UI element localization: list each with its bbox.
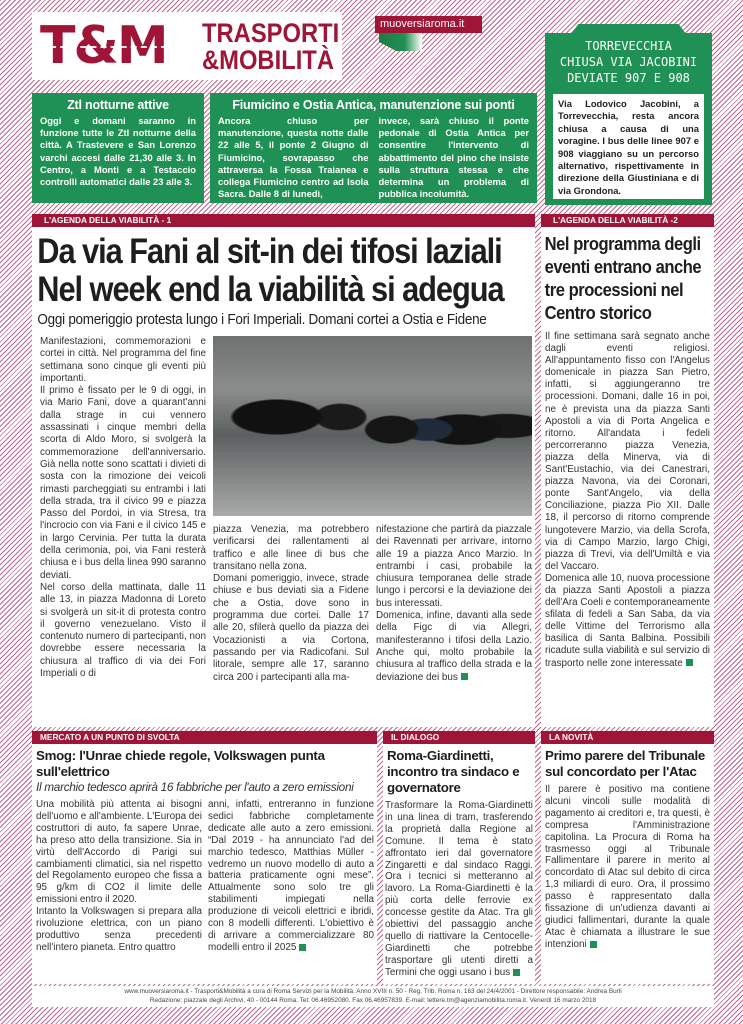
main-article-headline bbox=[32, 233, 534, 309]
main-article-right bbox=[213, 336, 532, 724]
article-atac bbox=[541, 731, 714, 984]
brief-fiumicino-columns bbox=[218, 115, 529, 200]
end-square-icon bbox=[513, 969, 520, 976]
paragraph: Intanto la Volkswagen si prepara alla rivoluzione elettrica, con un piano produttivo senza precedenti nell'intero pianeta. Entro quattro bbox=[36, 906, 202, 953]
brief-fiumicino-col2: invece, sarà chiuso il ponte pedonale di Ostia Antica per consentire l'intervento di abbattimento del pino che insiste sulla struttura stessa e che determina un problema di pubblica incolumità. bbox=[378, 115, 529, 200]
main-article-col3 bbox=[376, 524, 532, 724]
torrevecchia-title-line: CHIUSA VIA JACOBINI bbox=[559, 55, 698, 69]
side-article bbox=[541, 214, 714, 727]
paragraph bbox=[376, 610, 532, 684]
article-smog-headline: Smog: l'Unrae chiede regole, Volkswagen punta sull'elettrico bbox=[36, 748, 325, 779]
main-article bbox=[32, 214, 535, 727]
article-smog-col2 bbox=[208, 799, 374, 954]
torrevecchia-title-line: DEVIATE 907 E 908 bbox=[567, 71, 690, 85]
paragraph: Nel corso della mattinata, dalle 11 alle 13, in piazza Madonna di Loreto si svolgerà un sit-it di protesta contro il governo venezuelano. Visto il contenuto numero di partecipanti, non dovrebbe essere necessaria la chiusura al traffico di via dei Fori Imperiali o di bbox=[40, 581, 206, 680]
article-giardinetti-kicker: IL DIALOGO bbox=[383, 731, 535, 744]
paragraph bbox=[385, 800, 533, 979]
torrevecchia-body: Via Lodovico Jacobini, a Torrevecchia, resta ancora chiusa a causa di una voragine. I bus delle linee 907 e 908 viaggiano su un percorso alternativo, rispettivamente in direzione della Giustiniana e di via Grondona. bbox=[553, 94, 704, 199]
article-smog bbox=[32, 731, 377, 984]
paragraph: Domani pomeriggio, invece, strade chiuse e bus deviati sia a Fidene che a Ostia, dove sono in programma due cortei. Dalle 17 alle 20, sfilerà quello da piazza dei Vocazionisti a via Cortona, passando per via Radicofani. Sul litorale, sempre alle 17, saranno circa 200 i partecipanti alla ma- bbox=[213, 573, 369, 683]
end-square-icon bbox=[590, 941, 597, 948]
main-article-columns bbox=[40, 336, 532, 724]
brief-ztl bbox=[32, 93, 204, 203]
paragraph: Una mobilità più attenta ai bisogni dell'uomo e all'ambiente. L'Europa dei costruttori di auto, fa sapere Unrae, ha preso atto della transizione. Sia in virtù dell'Accordo di Parigi sui cambiamenti climatici, sia nel rispetto del Regolamento europeo che fissa a 95 g/km di CO2 il limite delle emissioni entro il 2020. bbox=[36, 799, 202, 906]
paragraph-text: Domenica, infine, davanti alla sede della Figc di via Allegri, manifesteranno i tifosi della Lazio. Anche qui, molto probabile la chiusura al traffico della strada e la deviazione dei bus bbox=[376, 610, 532, 683]
paragraph: Manifestazioni, commemorazioni e cortei in città. Nel programma del fine settimana sono cinque gli eventi più importanti. bbox=[40, 336, 206, 384]
torrevecchia-box bbox=[545, 24, 712, 205]
brief-fiumicino-col1: Ancora chiuso per manutenzione, questa notte dalle 22 alle 5, il ponte 2 Giugno di Fiumicino, sovrapasso che attraversa la Fossa Traianea e collega Fiumicino centro ad Isola Sacra. Dalle 8 di lunedì, bbox=[218, 115, 369, 200]
article-giardinetti-headline: Roma-Giardinetti, incontro tra sindaco e governatore bbox=[387, 748, 520, 795]
article-smog-col1 bbox=[36, 799, 202, 954]
footer-colophon bbox=[32, 986, 714, 1007]
torrevecchia-title bbox=[545, 38, 712, 86]
end-square-icon bbox=[461, 673, 468, 680]
brief-ztl-title: Ztl notturne attive bbox=[67, 98, 169, 112]
paragraph-text: anni, infatti, entreranno in funzione sedici fabbriche completamente dedicate alle auto a zero emissioni. “Dal 2019 - ha annunciato l'ad del marchio tedesco, Matthias Müller - vedremo un nuovo modello di auto a batteria praticamente ogni mese”. Attualmente sono solo tre gli stabilimenti impiegati nella produzione di veicoli elettrici e ibridi, con 8 modelli differenti. L'obiettivo è di arrivare a commercializzare 80 modelli entro il 2025 bbox=[208, 799, 374, 953]
article-smog-body bbox=[32, 799, 377, 984]
main-article-photo bbox=[213, 336, 532, 516]
article-smog-kicker: MERCATO A UN PUNTO DI SVOLTA bbox=[32, 731, 377, 744]
main-article-subtitle: Oggi pomeriggio protesta lungo i Fori Imperiali. Domani cortei a Ostia e Fidene bbox=[37, 311, 487, 328]
brief-ztl-body: Oggi e domani saranno in funzione tutte le Ztl notturne della città. A Trastevere e San Lorenzo varchi accesi dalle 21,30 alle 3. In Centro, a Monti e a Testaccio controlli automatici dalle 23 alle 3. bbox=[40, 115, 196, 188]
main-article-lower-columns bbox=[213, 524, 532, 724]
paragraph bbox=[545, 784, 710, 951]
brief-fiumicino-title: Fiumicino e Ostia Antica, manutenzione sui ponti bbox=[232, 98, 515, 112]
paragraph-text: Domenica alle 10, nuova processione da piazza Santi Apostoli a piazza dell'Ara Coeli e contemporaneamente sfilata di fedeli a San Saba, da via delle Vittime del Terrorismo alla basilica di Santa Balbina. Possibili ricadute sulla viabilità e sul servizio di trasporto nelle zone interessate bbox=[545, 572, 710, 669]
article-smog-columns bbox=[32, 799, 377, 954]
article-atac-body bbox=[541, 784, 714, 984]
headline-line: Da via Fani al sit-in dei tifosi laziali bbox=[37, 232, 502, 271]
paragraph: Il primo è fissato per le 9 di oggi, in via Mario Fani, dove a quarant'anni dalla strage in cui vennero assassinati i cinque membri della scorta di Aldo Moro, si svolgerà la commemorazione dell'anniversario. Già nella notte sono scattati i divieti di sosta con la rimozione dei veicoli rimasti parcheggiati su entrambi i lati della strada, tra il civico 99 e piazza Passo del Pordoi, in via Stresa, tra l'incrocio con via Fani e il civico 145 e in largo Cervinia. Per tutta la durata della cerimonia, poi, via Fani resterà chiusa e i bus della linea 990 saranno deviati. bbox=[40, 385, 206, 581]
end-square-icon bbox=[686, 659, 693, 666]
paragraph bbox=[208, 799, 374, 954]
article-smog-subtitle: Il marchio tedesco aprirà 16 fabbriche per l'auto a zero emissioni bbox=[36, 780, 354, 794]
paragraph: nifestazione che partirà da piazzale dei Ravennati per arrivare, intorno alle 19 a piazza Anco Marzio. In entrambi i casi, probabile la chiusura temporanea delle strade lungo i percorsi e la deviazione dei bus interessati. bbox=[376, 524, 532, 609]
end-square-icon bbox=[299, 944, 306, 951]
footer-line: www.muoversiaroma.it - Trasporti&Mobilità a cura di Roma Servizi per la Mobilità. Anno XVIII n. 50 - Reg. Trib. Roma n. 163 del 24/4/2001 - Direttore responsabile: Andrea Burli bbox=[124, 988, 622, 995]
logo-wordmark bbox=[202, 20, 339, 74]
article-giardinetti-body bbox=[383, 800, 535, 984]
article-atac-kicker: LA NOVITÀ bbox=[541, 731, 714, 744]
paragraph-text: Il parere è positivo ma contiene alcuni vincoli sulle modalità di pagamento ai creditori e, tra questi, è compresa l'Amministrazione capitolina. La Procura di Roma ha trasmesso oggi al Tribunale Fallimentare il parere in merito al concordato di Atac sul debito di circa 1,3 miliardi di euro. Ora, il prossimo passo è rappresentato dalla fissazione di un'udienza davanti ai giudici fallimentari, durante la quale Atac è chiamata a illustrare le sue intenzioni bbox=[545, 784, 710, 950]
article-giardinetti bbox=[383, 731, 535, 984]
paragraph: piazza Venezia, ma potrebbero verificarsi dei rallentamenti al traffico e alle linee di bus che transitano nella zona. bbox=[213, 524, 369, 572]
main-article-col1 bbox=[40, 336, 206, 724]
side-article-kicker: L'AGENDA DELLA VIABILITÀ -2 bbox=[541, 214, 714, 227]
logo-mark bbox=[40, 16, 167, 76]
article-atac-headline: Primo parere del Tribunale sul concordato per l'Atac bbox=[545, 748, 705, 779]
brief-fiumicino bbox=[210, 93, 537, 203]
logo-line-mobilita: &MOBILITÀ bbox=[202, 45, 334, 75]
paragraph: Il fine settimana sarà segnato anche dagli eventi religiosi. All'appuntamento fisso con l'Angelus domenicale in piazza San Pietro, infatti, si aggiungeranno tre processioni. Domani, dalle 16 in poi, ne è prevista una da piazza Santi Apostoli a via di Porta Angelica e ritorno. All'andata i fedeli percorreranno piazza Venezia, piazza della Minerva, via di Sant'Eustachio, via dei Canestrari, piazza Navona, via dei Coronari, ponte Sant'Angelo, via della Conciliazione, piazza Pio XII. Dalle 18, il percorso di ritorno comprende lungotevere Marzio, via della Scrofa, via di Campo Marzio, largo Chigi, piazza di Trevi, via dell'Umiltà e via del Vaccaro. bbox=[545, 331, 710, 572]
logo-line-trasporti: TRASPORTI bbox=[202, 18, 340, 48]
main-article-col2 bbox=[213, 524, 369, 724]
headline-line: Nel week end la viabilità si adegua bbox=[37, 270, 504, 309]
side-article-body bbox=[541, 325, 714, 727]
side-article-headline: Nel programma degli eventi entrano anche tre processioni nel Centro storico bbox=[544, 234, 702, 323]
site-link[interactable]: muoversiaroma.it bbox=[375, 16, 482, 33]
torrevecchia-title-line: TORREVECCHIA bbox=[585, 39, 672, 53]
paragraph-text: Trasformare la Roma-Giardinetti in una linea di tram, trasferendo la proprietà dalla Regione al Comune. Il tema è stato affrontato ieri dal governatore Zingaretti e dal sindaco Raggi. Ora i tecnici si metteranno al lavoro. La Roma-Giardinetti è la più corta delle ferrovie ex concesse gestite da Atac. Tra gli obiettivi del passaggio anche quello di riattivare la Centocelle-Giardinetti che potrebbe trasportare gli utenti diretti a Termini che oggi usano i bus bbox=[385, 800, 533, 978]
main-article-kicker: L'AGENDA DELLA VIABILITÀ - 1 bbox=[32, 214, 535, 227]
masthead-logo bbox=[32, 12, 342, 80]
ribbon-decoration bbox=[379, 33, 422, 51]
road-dash-decoration bbox=[40, 46, 167, 48]
footer-line: Redazione: piazzale degli Archivi, 40 - 00144 Roma. Tel: 06.46952080. Fax 06.46957839. E-mail: lettere.tm@agenziamobilita.roma.it. Venerdì 16 marzo 2018 bbox=[149, 997, 597, 1004]
logo-mark-text: T&M bbox=[40, 16, 167, 76]
paragraph bbox=[545, 573, 710, 670]
